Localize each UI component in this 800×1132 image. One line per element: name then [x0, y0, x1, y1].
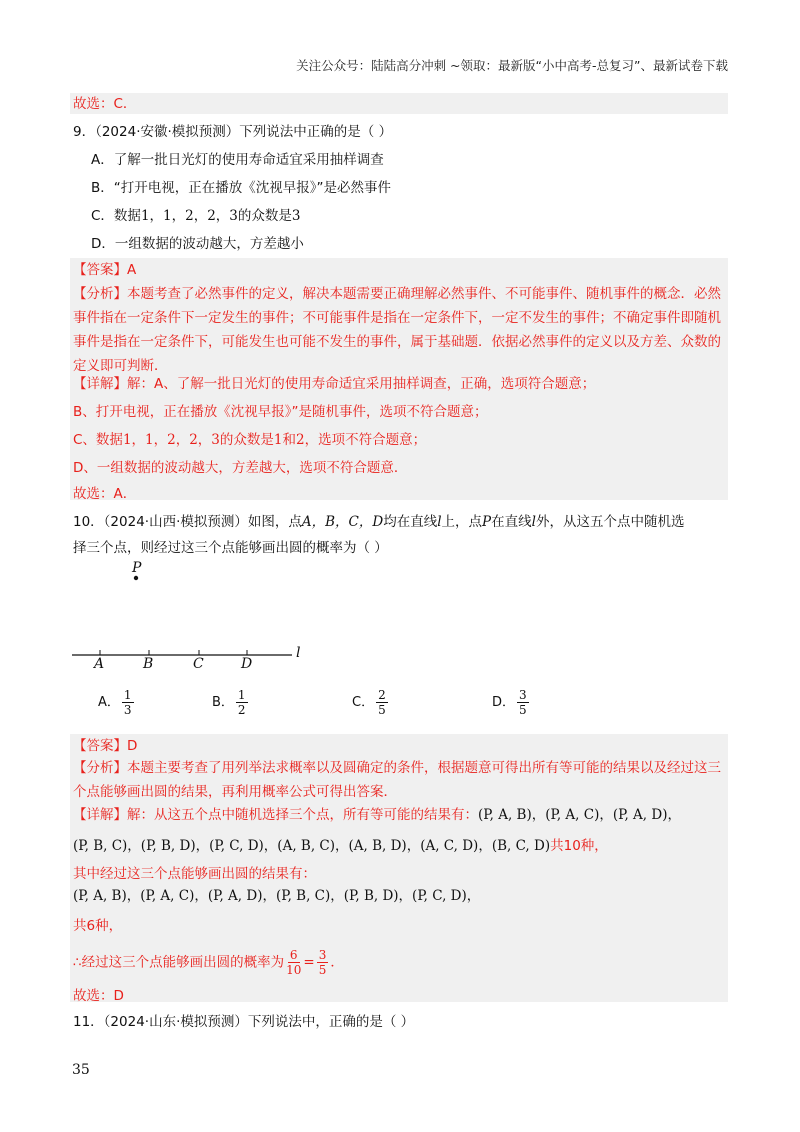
q10-option-a: A． $\frac{1}{3}$ [98, 688, 132, 717]
label-l: l [296, 645, 301, 661]
q10-figure [70, 560, 310, 670]
q9-analysis: 【分析】本题考查了必然事件的定义，解决本题需要正确理解必然事件、不可能事件、随机事件的概念．必然事件指在一定条件下一定发生的事件；不可能事件是指在一定条件下，一定不发生的事件；不确定事件即随机事件是指在一定条件下，可能发生也可能不发生的事件，属于基础题．依据必然事件的定义以及方差、众数的定义即可判断． [73, 286, 721, 374]
q9-option-b: B．“打开电视，正在播放《沈视早报》”是必然事件 [91, 180, 391, 196]
q11-stem: 11．（2024·山东·模拟预测）下列说法中，正确的是（ ） [73, 1014, 415, 1030]
prev-answer: 故选：C． [73, 96, 137, 112]
label-p: P [132, 560, 142, 576]
q10-detail-line5: 共6种， [73, 918, 123, 934]
q9-stem: 9．（2024·安徽·模拟预测）下列说法中正确的是（ ） [73, 124, 393, 140]
q10-detail-line2: (P, B, C)，(P, B, D)，(P, C, D)，(A, B, C)，(A, B, D)，(A, C, D)，(B, C, D)共10种， [73, 838, 608, 854]
q10-stem-line2: 择三个点，则经过这三个点能够画出圆的概率为（ ） [73, 540, 388, 556]
q10-analysis: 【分析】本题主要考查了用列举法求概率以及圆确定的条件，根据题意可得出所有等可能的结果以及经过这三个点能够画出圆的结果，再利用概率公式可得出答案． [73, 760, 721, 800]
q9-option-c: C．数据1，1，2，2，3的众数是3 [91, 208, 301, 224]
q9-detail-d: D、一组数据的波动越大，方差越大，选项不符合题意． [73, 460, 408, 476]
label-c: C [193, 656, 204, 672]
label-a: A [94, 656, 105, 672]
q10-stem-line1: 10．（2024·山西·模拟预测）如图，点A，B，C，D均在直线l上，点P在直线l外，从这五个点中随机选 [73, 514, 685, 530]
q10-detail-line4: (P, A, B)，(P, A, C)，(P, A, D)，(P, B, C)，(P, B, D)，(P, C, D)， [73, 888, 481, 904]
q10-detail-line1: 【详解】解：从这五个点中随机选择三个点，所有等可能的结果有：(P, A, B)，(P, A, C)，(P, A, D)， [73, 807, 681, 823]
q9-conclusion: 故选：A． [73, 486, 137, 502]
point-p [134, 576, 138, 580]
q9-option-d: D．一组数据的波动越大，方差越小 [91, 236, 304, 252]
q10-option-b: B． $\frac{1}{2}$ [212, 688, 246, 717]
q10-option-c: C． $\frac{2}{5}$ [352, 688, 386, 717]
q10-conclusion: 故选：D [73, 988, 124, 1004]
q10-detail-line6: ∴经过这三个点能够画出圆的概率为 $\frac{6}{10}$ = $\frac{3}{5}$ ． [73, 948, 344, 977]
label-d: D [241, 656, 253, 672]
q10-detail-line3: 其中经过这三个点能够画出圆的结果有： [73, 866, 316, 882]
page-header: 关注公众号：陆陆高分冲刺 ~领取：最新版“小中高考-总复习”、最新试卷下载 [296, 58, 728, 73]
q9-detail-b: B、打开电视，正在播放《沈视早报》”是随机事件，选项不符合题意； [73, 404, 488, 420]
q10-option-d: D． $\frac{3}{5}$ [492, 688, 527, 717]
label-b: B [143, 656, 154, 672]
q9-detail-a: 【详解】解：A、了解一批日光灯的使用寿命适宜采用抽样调查，正确，选项符合题意； [73, 376, 596, 392]
q9-option-a: A．了解一批日光灯的使用寿命适宜采用抽样调查 [91, 152, 384, 168]
prev-answer-block [70, 93, 728, 114]
q9-detail-c: C、数据1，1，2，2，3的众数是1和2，选项不符合题意； [73, 432, 427, 448]
q10-answer: 【答案】D [73, 738, 138, 754]
page-number: 35 [72, 1062, 90, 1078]
q9-answer: 【答案】A [73, 262, 137, 278]
